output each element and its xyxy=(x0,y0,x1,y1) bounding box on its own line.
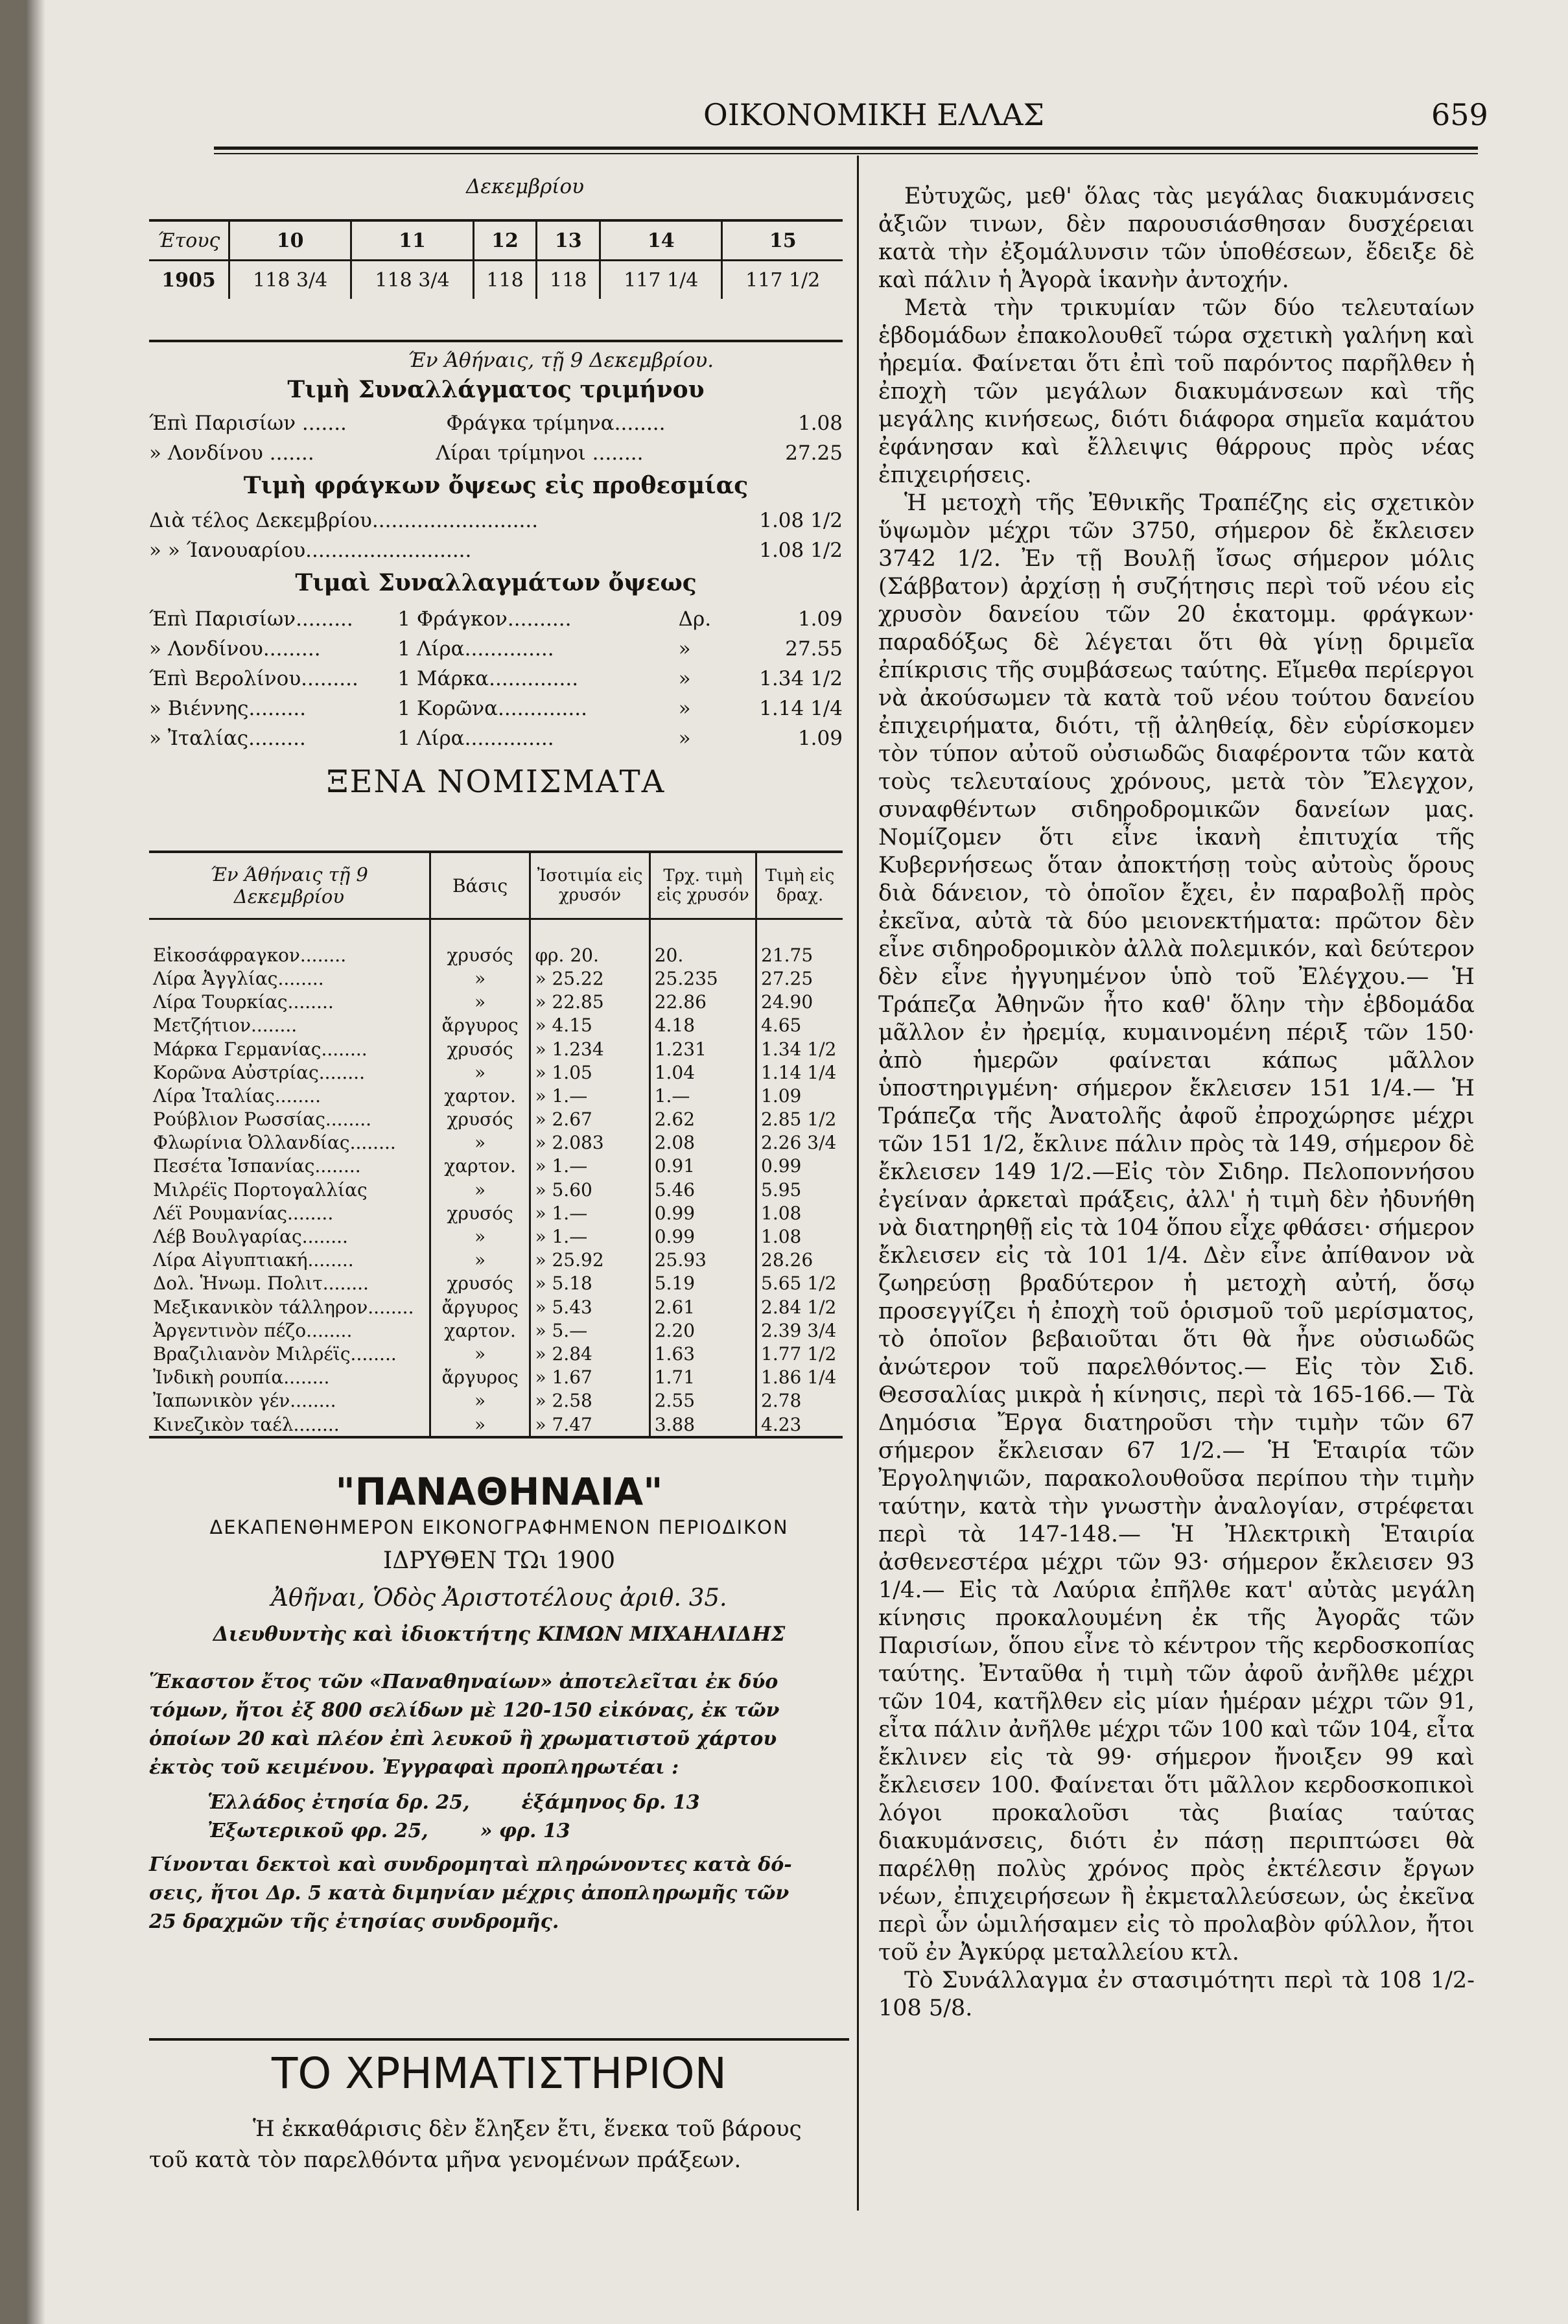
coin-name: Λέβ Βουλγαρίας........ xyxy=(153,1226,348,1248)
bourse-text xyxy=(149,2113,849,2176)
row-label: » Λονδίνου ....... xyxy=(149,441,314,465)
coin-name: Πεσέτα Ἰσπανίας........ xyxy=(153,1155,361,1177)
row-value: 1.08 xyxy=(797,412,843,435)
coin-parity: » 5.43 xyxy=(530,1295,649,1319)
coin-gold-price: 25.93 xyxy=(649,1249,756,1272)
coin-gold-price: 1.63 xyxy=(649,1342,756,1365)
coin-gold-price: 22.86 xyxy=(649,991,756,1014)
rate-cell: 118 3/4 xyxy=(229,261,351,299)
day-header: 13 xyxy=(537,222,600,261)
row-value: 27.55 xyxy=(785,637,843,661)
coin-row xyxy=(149,1342,843,1365)
coin-row xyxy=(149,1108,843,1131)
coin-name: Ρούβλιον Ρωσσίας........ xyxy=(153,1109,372,1131)
coin-col-header: Τιμὴ εἰς δραχ. xyxy=(756,853,843,919)
coin-parity: » 5.18 xyxy=(530,1272,649,1295)
right-column xyxy=(878,183,1475,2023)
day-header: 10 xyxy=(229,222,351,261)
row-label: » Βιέννης......... xyxy=(149,697,307,720)
coin-row xyxy=(149,1037,843,1061)
coin-parity: » 2.083 xyxy=(530,1131,649,1155)
row-label: Έπὶ Βερολίνου......... xyxy=(149,667,358,690)
forward-row xyxy=(149,535,843,565)
rate-cell: 118 xyxy=(473,261,537,299)
coin-parity: » 5.— xyxy=(530,1319,649,1342)
coin-name: Ἰνδικὴ ρουπία........ xyxy=(153,1367,330,1389)
coin-basis: χρυσός xyxy=(430,1037,530,1061)
coin-gold-price: 0.99 xyxy=(649,1201,756,1225)
day-header: 15 xyxy=(722,222,843,261)
coin-basis: » xyxy=(430,1225,530,1248)
coin-drachma-price: 0.99 xyxy=(756,1155,843,1178)
coin-gold-price: 3.88 xyxy=(649,1413,756,1436)
coin-col-header: Τρχ. τιμὴ εἰς χρυσόν xyxy=(649,853,756,919)
coin-drachma-price: 2.26 3/4 xyxy=(756,1131,843,1155)
coin-gold-price: 20. xyxy=(649,943,756,967)
coin-row xyxy=(149,943,843,967)
row-unit: 1 Λίρα.............. xyxy=(397,727,554,750)
coin-basis: χρυσός xyxy=(430,1272,530,1295)
bourse-line: Ἡ ἐκκαθάρισις δὲν ἔληξεν ἔτι, ἕνεκα τοῦ βάρους xyxy=(253,2116,802,2142)
price-label: Ἐξωτερικοῦ φρ. 25, xyxy=(207,1820,428,1842)
coin-name: Λέϊ Ρουμανίας........ xyxy=(153,1202,334,1224)
advert-line: Γίνονται δεκτοὶ καὶ συνδρομηταὶ πληρώνοντες κατὰ δό- xyxy=(149,1853,792,1876)
column-divider xyxy=(857,156,859,2211)
row-label: Έπὶ Παρισίων ....... xyxy=(149,412,347,435)
advert-line: σεις, ἤτοι Δρ. 5 κατὰ διμηνίαν μέχρις ἀποπληρωμῆς τῶν xyxy=(149,1882,790,1905)
coin-gold-price: 1.231 xyxy=(649,1037,756,1061)
sight-row xyxy=(149,604,843,634)
coin-basis: » xyxy=(430,1389,530,1413)
coin-parity: » 1.— xyxy=(530,1155,649,1178)
day-header: 12 xyxy=(473,222,537,261)
coin-name: Λίρα Τουρκίας........ xyxy=(153,991,334,1013)
sight-rates-title: Τιμαὶ Συναλλαγμάτων ὄψεως xyxy=(295,569,697,596)
coin-drachma-price: 4.23 xyxy=(756,1413,843,1436)
price-label: Ἑλλάδος ἐτησία δρ. 25, xyxy=(207,1791,470,1814)
row-currency: » xyxy=(678,727,691,750)
coin-row xyxy=(149,1014,843,1037)
day-header: 11 xyxy=(351,222,473,261)
row-unit: 1 Φράγκον.......... xyxy=(397,607,572,631)
coin-drachma-price: 4.65 xyxy=(756,1014,843,1037)
coin-basis: ἄργυρος xyxy=(430,1366,530,1389)
coin-row xyxy=(149,1319,843,1342)
coin-drachma-price: 1.77 1/2 xyxy=(756,1342,843,1365)
row-label: Διὰ τέλος Δεκεμβρίου.......................... xyxy=(149,509,539,532)
coin-row xyxy=(149,1225,843,1248)
coin-gold-price: 2.08 xyxy=(649,1131,756,1155)
row-unit: Φράγκα τρίμηνα........ xyxy=(446,412,666,435)
row-value: 1.34 1/2 xyxy=(759,667,843,690)
coin-parity: » 1.67 xyxy=(530,1366,649,1389)
coin-gold-price: 1.— xyxy=(649,1084,756,1107)
coin-name: Δολ. Ἡνωμ. Πολιτ........ xyxy=(153,1273,369,1295)
coin-drachma-price: 28.26 xyxy=(756,1249,843,1272)
price-extra: » φρ. 13 xyxy=(480,1820,570,1842)
paragraph: Μετὰ τὴν τρικυμίαν τῶν δύο τελευταίων ἑβδομάδων ἐπακολουθεῖ τώρα σχετικὴ γαλήνη καὶ ἠρεμία. Φαίνεται ὅτι ἐπὶ τοῦ παρόντος παρῆλθεν ἡ ἐποχὴ τῶν μεγάλων διακυμάνσεων καὶ τῆς μεγάλης κινήσεως, διότι διάφορα σημεῖα καμάτου ἐφάνησαν καὶ ἔλλειψις θάρρους πρὸς νέας ἐπιχειρήσεις. xyxy=(878,295,1475,488)
quarterly-row xyxy=(149,408,843,438)
coin-row xyxy=(149,1131,843,1155)
december-table xyxy=(149,222,843,299)
advert-line: ὁποίων 20 καὶ πλέον ἐπὶ λευκοῦ ἢ χρωματιστοῦ χάρτου xyxy=(149,1728,777,1750)
coin-drachma-price: 27.25 xyxy=(756,967,843,990)
coin-name: Κορῶνα Αὐστρίας........ xyxy=(153,1061,365,1083)
row-label: Έπὶ Παρισίων......... xyxy=(149,607,353,631)
row-label: » Λονδίνου......... xyxy=(149,637,321,661)
coin-name: Μιλρέϊς Πορτογαλλίας xyxy=(153,1179,368,1201)
paragraph: Εὐτυχῶς, μεθ' ὅλας τὰς μεγάλας διακυμάνσεις ἀξιῶν τινων, δὲν παρουσιάσθησαν δυσχέρειαι κατὰ τὴν ἐξομάλυνσιν τῶν ὑποθέσεων, ἔδειξε δὲ καὶ πάλιν ἡ Ἀγορὰ ἱκανὴν ἀντοχήν. xyxy=(878,183,1475,293)
coin-col-header: Έν Άθήναις τῇ 9 Δεκεμβρίου xyxy=(209,863,368,908)
coin-parity: » 2.84 xyxy=(530,1342,649,1365)
coin-name: Λίρα Ἀγγλίας........ xyxy=(153,967,324,989)
year-value: 1905 xyxy=(161,268,216,292)
row-label: » » Ίανουαρίου.......................... xyxy=(149,539,472,562)
day-header: 14 xyxy=(600,222,722,261)
coin-parity: » 1.— xyxy=(530,1201,649,1225)
coin-drachma-price: 24.90 xyxy=(756,991,843,1014)
franc-forward-title: Τιμὴ φράγκων ὄψεως εἰς προθεσμίας xyxy=(243,472,749,499)
coin-parity: » 1.234 xyxy=(530,1037,649,1061)
coin-row xyxy=(149,1178,843,1201)
sight-row xyxy=(149,664,843,694)
coin-name: Εἰκοσάφραγκον........ xyxy=(153,944,347,966)
coin-basis: χαρτον. xyxy=(430,1155,530,1178)
row-label: » Ἰταλίας......... xyxy=(149,727,306,750)
coin-gold-price: 5.46 xyxy=(649,1178,756,1201)
coin-name: Λίρα Ἰταλίας........ xyxy=(153,1085,321,1107)
header-rule xyxy=(214,147,1478,150)
page-number: 659 xyxy=(1431,97,1488,132)
coin-name: Μεξικανικὸν τάλληρον........ xyxy=(153,1296,414,1318)
coin-gold-price: 1.71 xyxy=(649,1366,756,1389)
coin-drachma-price: 1.14 1/4 xyxy=(756,1061,843,1084)
row-value: 1.14 1/4 xyxy=(759,697,843,720)
year-label: Έτους xyxy=(157,229,220,252)
coin-name: Μετζήτιον........ xyxy=(153,1015,298,1037)
coin-drachma-price: 1.34 1/2 xyxy=(756,1037,843,1061)
coin-gold-price: 0.99 xyxy=(649,1225,756,1248)
coin-parity: » 1.— xyxy=(530,1084,649,1107)
sight-row xyxy=(149,694,843,723)
left-column xyxy=(149,175,849,2173)
row-unit: 1 Μάρκα.............. xyxy=(397,667,579,690)
row-value: 27.25 xyxy=(785,441,843,465)
coin-basis: » xyxy=(430,967,530,990)
advert-director: Διευθυντὴς καὶ ἰδιοκτήτης ΚΙΜΩΝ ΜΙΧΑΗΛΙΔΗΣ xyxy=(213,1623,786,1646)
price-extra: ἑξάμηνος δρ. 13 xyxy=(521,1791,700,1814)
coin-gold-price: 2.62 xyxy=(649,1108,756,1131)
coin-gold-price: 4.18 xyxy=(649,1014,756,1037)
coin-basis: χαρτον. xyxy=(430,1319,530,1342)
coin-row xyxy=(149,991,843,1014)
coin-parity: » 5.60 xyxy=(530,1178,649,1201)
row-unit: 1 Λίρα.............. xyxy=(397,637,554,661)
coin-drachma-price: 1.08 xyxy=(756,1225,843,1248)
coin-basis: » xyxy=(430,1249,530,1272)
coin-parity: » 2.67 xyxy=(530,1108,649,1131)
coin-basis: χρυσός xyxy=(430,1108,530,1131)
advert-line: 25 δραχμῶν τῆς ἐτησίας συνδρομῆς. xyxy=(149,1910,559,1933)
coin-basis: » xyxy=(430,1131,530,1155)
coin-parity: » 4.15 xyxy=(530,1014,649,1037)
coin-col-header: Ἰσοτιμία εἰς χρυσόν xyxy=(530,853,649,919)
advert-body xyxy=(149,1668,849,1936)
coin-basis: » xyxy=(430,1413,530,1436)
sight-row xyxy=(149,634,843,664)
quarterly-row xyxy=(149,438,843,468)
forward-row xyxy=(149,506,843,535)
coin-basis: ἄργυρος xyxy=(430,1014,530,1037)
coin-name: Ἰαπωνικὸν γέν........ xyxy=(153,1390,336,1412)
row-unit: Λίραι τρίμηνοι ........ xyxy=(436,441,644,465)
coin-basis: » xyxy=(430,991,530,1014)
coin-row xyxy=(149,1084,843,1107)
coin-row xyxy=(149,1295,843,1319)
rate-cell: 117 1/4 xyxy=(600,261,722,299)
coin-drachma-price: 1.09 xyxy=(756,1084,843,1107)
coin-gold-price: 25.235 xyxy=(649,967,756,990)
coin-drachma-price: 2.85 1/2 xyxy=(756,1108,843,1131)
coin-row xyxy=(149,1272,843,1295)
coin-row xyxy=(149,1201,843,1225)
coin-drachma-price: 5.95 xyxy=(756,1178,843,1201)
coin-basis: » xyxy=(430,1061,530,1084)
coin-gold-price: 5.19 xyxy=(649,1272,756,1295)
row-currency: » xyxy=(678,697,691,720)
coin-row xyxy=(149,1389,843,1413)
coin-row xyxy=(149,1413,843,1436)
coin-name: Βραζιλιανὸν Μιλρέϊς........ xyxy=(153,1343,397,1365)
running-title: ΟΙΚΟΝΟΜΙΚΗ ΕΛΛΑΣ xyxy=(703,97,1045,132)
december-caption: Δεκεμβρίου xyxy=(466,175,584,198)
coin-row xyxy=(149,1155,843,1178)
coin-basis: χρυσός xyxy=(430,1201,530,1225)
row-value: 1.09 xyxy=(797,727,843,750)
coin-parity: » 25.92 xyxy=(530,1249,649,1272)
coin-drachma-price: 2.78 xyxy=(756,1389,843,1413)
coin-drachma-price: 2.84 1/2 xyxy=(756,1295,843,1319)
coin-parity: » 2.58 xyxy=(530,1389,649,1413)
coin-basis: χαρτον. xyxy=(430,1084,530,1107)
coin-gold-price: 0.91 xyxy=(649,1155,756,1178)
quarterly-title: Τιμὴ Συναλλάγματος τριμήνου xyxy=(287,376,705,403)
coin-name: Ἀργεντινὸν πέζο........ xyxy=(153,1319,353,1341)
coin-name: Φλωρίνια Ὀλλανδίας........ xyxy=(153,1132,396,1154)
row-unit: 1 Κορῶνα.............. xyxy=(397,697,587,720)
coin-drachma-price: 5.65 1/2 xyxy=(756,1272,843,1295)
advert-title: "ΠΑΝΑΘΗΝΑΙΑ" xyxy=(335,1470,663,1514)
rate-cell: 118 xyxy=(537,261,600,299)
paragraph: Τὸ Συνάλλαγμα ἐν στασιμότητι περὶ τὰ 108 1/2-108 5/8. xyxy=(878,1967,1475,2021)
coin-row xyxy=(149,1366,843,1389)
coin-name: Λίρα Αἰγυπτιακή........ xyxy=(153,1249,354,1271)
advert-line: τόμων, ἤτοι ἐξ 800 σελίδων μὲ 120-150 εἰκόνας, ἐκ τῶν xyxy=(149,1699,780,1722)
coin-name: Μάρκα Γερμανίας........ xyxy=(153,1038,368,1060)
athens-date: Έν Άθήναις, τῇ 9 Δεκεμβρίου. xyxy=(407,349,714,372)
coin-parity: » 1.— xyxy=(530,1225,649,1248)
paragraph: Ἡ μετοχὴ τῆς Ἐθνικῆς Τραπέζης εἰς σχετικὸν ὕψωμὸν μέχρι τῶν 3750, σήμερον δὲ ἔκλεισεν 3742 1/2. Ἐν τῇ Βουλῇ ἴσως σήμερον μόλις (Σάββατον) ἀρχίσῃ ἡ συζήτησις περὶ τοῦ νέου εἰς χρυσὸν δανείου τῶν 20 ἑκατομμ. φράγκων· παραδόξως δὲ λέγεται ὅτι θὰ γίνῃ δριμεῖα ἐπίκρισις τῆς συμβάσεως ταύτης. Εἴμεθα περίεργοι νὰ ἀκούσωμεν τὰ κατὰ τοῦ νέου τούτου δανείου ἐπιχειρήματα, διότι, τῇ ἀληθείᾳ, δὲν εὑρίσκομεν τὸν τύπον αὐτοῦ οὐσιωδῶς διαφέροντα τῶν κατὰ τοὺς τελευταίους χρόνους, μετὰ τὸν Ἔλεγχον, συναφθέντων σιδηροδρομικῶν δανείων μας. Νομίζομεν ὅτι εἶνε ἱκανὴ ἐπιτυχία τῆς Κυβερνήσεως ὅταν ἀποκτήσῃ τοὺς αὐτοὺς ὅρους διὰ δάνειον, τὸ ὁποῖον ἔχει, ἐν παραβολῇ πρὸς ἐκεῖνα, αὐτὰ τὰ δύο μειονεκτήματα: πρῶτον δὲν εἶνε σιδηροδρομικὸν ἀλλὰ πολεμικόν, καὶ δεύτερον δὲν εἶνε ἠγγυημένον ὑπὸ τοῦ Ἐλέγχου.— Ἡ Τράπεζα Ἀθηνῶν ἦτο καθ' ὅλην τὴν ἑβδομάδα μᾶλλον ἐν ἠρεμίᾳ, κυμαινομένη πέριξ τῶν 150· ἀπὸ ἡμερῶν φαίνεται κάπως μᾶλλον ὑποστηριγμένη· σήμερον ἔκλεισεν 151 1/4.— Ἡ Τράπεζα τῆς Ἀνατολῆς ἀφοῦ ἐπροχώρησε μέχρι τῶν 151 1/2, ἔκλινε πάλιν πρὸς τὰ 149, σήμερον δὲ ἔκλεισεν 149 1/2.—Εἰς τὸν Σιδηρ. Πελοποννήσου ἐγείναν ἀρκεταὶ πράξεις, ἀλλ' ἡ τιμὴ δὲν ἠδυνήθη νὰ διατηρηθῇ εἰς τὰ 104 ὅπου εἶχε φθάσει· σήμερον ἔκλεισεν εἰς τὰ 101 1/4. Δὲν εἶνε ἀπίθανον νὰ ζωηρεύσῃ βραδύτερον ἡ μετοχὴ αὐτή, ὅσῳ προσεγγίζει ἡ ἐποχὴ τοῦ ὁρισμοῦ τοῦ μερίσματος, τὸ ὁποῖον βεβαιοῦται ὅτι θὰ ἦνε οὐσιωδῶς ἀνώτερον τοῦ παρελθόντος.— Εἰς τὸν Σιδ. Θεσσαλίας μικρὰ ἡ κίνησις, περὶ τὰ 165-166.— Τὰ Δημόσια Ἔργα διατηροῦσι τὴν τιμὴν τῶν 67 σήμερον ἔκλεισαν 67 1/2.— Ἡ Ἑταιρία τῶν Ἐργοληψιῶν, παρακολουθοῦσα περίπου τὴν τιμὴν ταύτην, κατὰ τὴν γνωστὴν ἀναλογίαν, στρέφεται περὶ τὰ 147-148.— Ἡ Ἠλεκτρικὴ Ἑταιρία ἀσθενεστέρα μέχρι τῶν 93· σήμερον ἔκλεισεν 93 1/4.— Εἰς τὰ Λαύρια ἐπῆλθε κατ' αὐτὰς μεγάλη κίνησις προκαλουμένη ἐκ τῆς Ἀγορᾶς τῶν Παρισίων, ὅπου εἶνε τὸ κέντρον τῆς κερδοσκοπίας ταύτης. Ἐνταῦθα ἡ τιμὴ τῶν ἀφοῦ ἀνῆλθε μέχρι τῶν 104, κατῆλθεν εἰς μίαν ἡμέραν μέχρι τῶν 91, εἶτα πάλιν ἀνῆλθε μέχρι τῶν 100 καὶ τῶν 104, εἶτα ἔκλινεν εἰς τὰ 99· σήμερον ἤνοιξεν 99 καὶ ἔκλεισεν 100. Φαίνεται ὅτι μᾶλλον κερδοσκοπικοὶ λόγοι προκαλοῦσι τὰς βιαίας ταύτας διακυμάνσεις, διότι ἐν πάσῃ περιπτώσει θὰ παρέλθῃ πολὺς χρόνος πρὸς ἐκτέλεσιν ἔργων νέων, ἐπιχειρήσεων ἢ ἐκμεταλλεύσεων, ὡς ἐκεῖνα περὶ ὧν ὡμιλήσαμεν εἰς τὸ προλαβὸν φύλλον, ἤτοι τοῦ ἐν Ἀγκύρᾳ μεταλλείου κτλ. xyxy=(878,490,1475,1966)
foreign-coins-title: ΞΕΝΑ ΝΟΜΙΣΜΑΤΑ xyxy=(326,764,666,800)
coin-parity: » 1.05 xyxy=(530,1061,649,1084)
row-currency: » xyxy=(678,667,691,690)
rate-cell: 118 3/4 xyxy=(351,261,473,299)
coin-gold-price: 2.61 xyxy=(649,1295,756,1319)
bourse-line: τοῦ κατὰ τὸν παρελθόντα μῆνα γενομένων πράξεων. xyxy=(149,2147,742,2173)
coin-drachma-price: 1.08 xyxy=(756,1201,843,1225)
coin-gold-price: 1.04 xyxy=(649,1061,756,1084)
foreign-coins-table xyxy=(149,853,843,1436)
header-rule-thin xyxy=(214,153,1478,154)
coin-basis: χρυσός xyxy=(430,943,530,967)
coin-parity: » 25.22 xyxy=(530,967,649,990)
advert-address: Ἀθῆναι, Ὁδὸς Ἀριστοτέλους ἀριθ. 35. xyxy=(271,1584,727,1612)
coin-row xyxy=(149,967,843,990)
row-currency: » xyxy=(678,637,691,661)
advert-founded: ΙΔΡΥΘΕΝ ΤΩι 1900 xyxy=(383,1547,615,1574)
coin-parity: φρ. 20. xyxy=(530,943,649,967)
sight-row xyxy=(149,723,843,753)
advert-subtitle: ΔΕΚΑΠΕΝΘΗΜΕΡΟΝ ΕΙΚΟΝΟΓΡΑΦΗΜΕΝΟΝ ΠΕΡΙΟΔΙΚΟΝ xyxy=(209,1516,789,1538)
coin-gold-price: 2.20 xyxy=(649,1319,756,1342)
coin-drachma-price: 1.86 1/4 xyxy=(756,1366,843,1389)
coin-name: Κινεζικὸν ταέλ........ xyxy=(153,1413,340,1435)
advert-line: ἐκτὸς τοῦ κειμένου. Ἐγγραφαὶ προπληρωτέαι : xyxy=(149,1756,679,1779)
rate-cell: 117 1/2 xyxy=(722,261,843,299)
coin-parity: » 7.47 xyxy=(530,1413,649,1436)
coin-parity: » 22.85 xyxy=(530,991,649,1014)
row-value: 1.08 1/2 xyxy=(759,509,843,532)
coin-drachma-price: 2.39 3/4 xyxy=(756,1319,843,1342)
row-currency: Δρ. xyxy=(678,607,712,631)
coin-row xyxy=(149,1061,843,1084)
coin-basis: ἄργυρος xyxy=(430,1295,530,1319)
coin-gold-price: 2.55 xyxy=(649,1389,756,1413)
row-value: 1.08 1/2 xyxy=(759,539,843,562)
row-value: 1.09 xyxy=(797,607,843,631)
advert-line: Ἕκαστον ἔτος τῶν «Παναθηναίων» ἀποτελεῖται ἐκ δύο xyxy=(149,1671,778,1693)
coin-basis: » xyxy=(430,1178,530,1201)
coin-row xyxy=(149,1249,843,1272)
coin-col-header: Βάσις xyxy=(430,853,530,919)
coin-drachma-price: 21.75 xyxy=(756,943,843,967)
bourse-title: ΤΟ ΧΡΗΜΑΤΙΣΤΗΡΙΟΝ xyxy=(272,2048,727,2098)
coin-basis: » xyxy=(430,1342,530,1365)
